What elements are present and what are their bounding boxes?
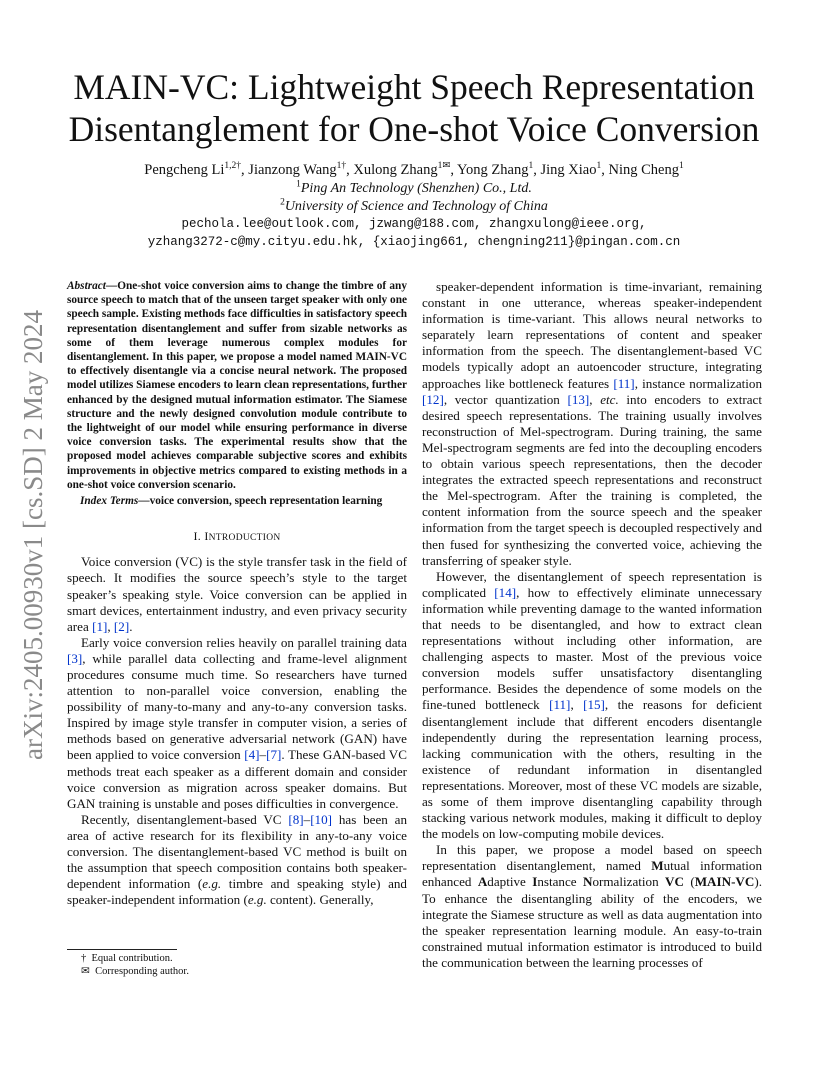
text-run: timbre and speaking style) and speaker-independent information ( [67,876,407,908]
citation-link[interactable]: [15] [583,697,605,713]
text-run: – [303,811,311,827]
index-terms [67,494,407,508]
text-run: Early voice conversion relies heavily on parallel training data [81,634,407,650]
affiliation-1-text: Ping An Technology (Shenzhen) Co., Ltd. [300,181,532,196]
right-body-text [422,279,762,971]
text-run: , vector quantization [443,391,568,407]
bold-text: I [532,874,538,890]
text-run: , how to effectively eliminate unnecessary information while preventing damage to the wanted information that needs to be disentangled, and how to extract clean representations without including other information, are challenging aspects to master. Most of the previous voice conversion models suffer unsatisfactory disentangling performance. Besides the dependence of some models on the fine-tuned bottleneck [422,584,762,713]
italic-text: etc. [600,391,619,407]
author-affiliation-mark: 1 [528,161,534,172]
citation-link[interactable]: [8] [288,811,304,827]
footnote-2-text: Corresponding author. [95,965,189,977]
left-paragraph [67,554,407,634]
author-list: Pengcheng $Li^{1,2\dagger}$, Jianzong Wang$^{1\dagger}$, Xulong Zhang$^{1✉}$, Yong Zhang$^1$, Jing Xiao$^1$, Ning Cheng$^1$ [144,161,684,178]
citation-link[interactable]: [4] [244,747,260,763]
index-terms-text: —voice conversion, speech representation learning [138,495,383,508]
right-paragraph [422,842,762,971]
text-run: , while parallel data collecting and frame-level alignment procedures consume much time. So researchers have turned attention to non-parallel voice conversion, enabling the possibility of many-to-many and any-to-any conversion tasks. Inspired by image style transfer in computer vision, a series of methods based on generative adversarial network (GAN) have been applied to voice conversion [67,650,407,763]
abstract [67,279,407,492]
author-name: Yong Zhang [457,162,529,178]
author-affiliation-mark: 1,2† [224,161,242,172]
citation-link[interactable]: [11] [549,697,571,713]
text-run: Recently, disentanglement-based VC [81,811,289,827]
citation-link[interactable]: [14] [494,584,517,600]
text-run: , [107,618,114,634]
footnote-2-mark: ✉ [81,965,90,977]
affiliation-1-num: 1 [296,179,301,190]
citation-link[interactable]: [10] [310,811,333,827]
affiliation-1 [40,180,788,198]
author-affiliation-mark: 1✉ [437,161,451,172]
text-run: Voice conversion (VC) is the style transfer task in the field of speech. It modifies the source speech’s style to the target speaker’s speaking style. Voice conversion can be applied in smart devices, entertainment industry, and even privacy security area [67,554,407,634]
bold-text: VC [665,874,684,890]
section-heading-introduction [67,528,407,546]
author-name: Ning Cheng [608,162,679,178]
author-affiliation-mark: 1† [336,161,347,172]
bold-text: N [583,874,593,890]
footnote-1-text: Equal contribution. [91,953,173,964]
arxiv-stamp [8,275,56,795]
bold-text: A [477,874,488,890]
text-run: speaker-dependent information is time-invariant, remaining constant in one utterance, whereas speaker-independent information is time-variant. This allows neural networks to separately learn representations of content and speaker information from the speech. The disentanglement-based VC models typically adopt an autoencoder structure, integrating approaches like bottleneck features [422,279,762,391]
footnote-2 [67,966,407,979]
author-name: Jing Xiao [540,162,597,178]
citation-link[interactable]: [13] [567,391,590,407]
text-run: . These GAN-based VC methods treat each speaker as a different domain and consider voice conversion as migration across speaker domains. But GAN training is unstable and poses difficulties in convergence. [67,747,407,811]
text-run: In this paper, we propose a model based on speech representation disentanglement, named [422,842,762,874]
citation-link[interactable]: [1] [92,618,108,634]
right-paragraph [422,569,762,843]
author-affiliation-mark: 1 [596,161,602,172]
right-column [422,279,762,971]
left-paragraph [67,635,407,812]
section-first-letter: I [204,529,209,544]
section-rest: NTRODUCTION [208,533,281,544]
author-affiliation-mark: 1 [678,161,684,172]
citation-link[interactable]: [7] [266,747,282,763]
citation-link[interactable]: [12] [422,391,444,407]
text-run: into encoders to extract desired speech representations. The training usually involves reconstruction of Mel-spectrogram. During training, the same Mel-spectrogram segments are fed into the decoupling encoders to obtain various speech representations, then the decoder integrates the extracted speech representations and reconstruct the Mel-spectrogram. After the training is completed, the content information from the source speech and the speaker information from the target speech is decoupled respectively and then fused for synthesizing the converted voice, achieving the transferring of speaker style. [422,391,763,568]
text-run: ( [683,874,695,890]
author-name: Xulong Zhang [353,162,438,178]
italic-text: e.g. [202,876,222,892]
italic-text: e.g. [247,892,267,908]
bold-text: MAIN-VC [694,874,755,890]
text-run: , [570,697,584,713]
index-terms-lead: Index Terms [80,495,139,508]
left-paragraph [67,812,407,909]
affiliation-2-text: University of Science and Technology of China [284,199,548,214]
author-name: Pengcheng Li [144,162,225,178]
text-run: content). Generally, [266,892,374,908]
text-run: daptive [487,874,533,890]
footnotes [67,949,407,978]
text-run: , instance normalization [634,375,762,391]
affiliation-2 [40,198,788,216]
text-run: has been an area of active research for its flexibility in any-to-any voice conversion. The disentanglement-based VC method is built on the assumption that speech composition contains both speaker-dependent information ( [67,811,407,892]
text-run: ). To enhance the disentangling ability of the encoders, we integrate the Siamese structure as well as data augmentation into the speaker representation learning module. An easy-to-train constrained mutual information estimator is introduced to build the communication between the learning processes of [422,874,762,970]
bold-text: M [651,858,664,874]
text-run: ormalization [592,874,666,890]
footnote-1 [67,953,407,966]
citation-link[interactable]: [11] [613,375,635,391]
section-numeral: I. [193,529,205,544]
email-line-1: pechola.lee@outlook.com, jzwang@188.com, zhangxulong@ieee.org, [181,217,647,231]
title-line-1: MAIN-VC: Lightweight Speech Representation [73,67,755,107]
text-run: – [259,747,267,763]
text-run: nstance [537,874,583,890]
right-paragraph [422,279,762,569]
author-name: Jianzong Wang [248,162,337,178]
text-run: . [129,618,133,634]
abstract-lead: Abstract [67,280,106,292]
citation-link[interactable]: [3] [67,650,83,666]
text-run: , [589,391,601,407]
text-run: However, the disentanglement of speech representation is complicated [422,568,762,600]
footnote-rule [67,949,177,950]
left-body-text [67,554,407,908]
footnote-1-mark: † [81,953,87,964]
title-line-2: Disentanglement for One-shot Voice Conversion [68,109,760,149]
text-run: utual information enhanced [422,858,762,890]
paper-title [40,66,788,150]
affiliation-2-num: 2 [280,197,285,208]
email-line-2: yzhang3272-c@my.cityu.edu.hk, {xiaojing661, chengning211}@pingan.com.cn [147,235,681,249]
citation-link[interactable]: [2] [113,618,130,634]
arxiv-stamp-text: arXiv:2405.00930v1 [cs.SD] 2 May 2024 [18,310,48,760]
abstract-text: —One-shot voice conversion aims to change the timbre of any source speech to match that of the unseen target speaker with only one speech sample. Existing methods face difficulties in satisfactory speech representation disentanglement and suffer from sizable networks as some of them leverage numerous complex modules for disentanglement. In this paper, we propose a model named MAIN-VC to effectively disentangle via a concise neural network. The proposed model utilizes Siamese encoders to learn clean representations, further enhanced by the designed mutual information estimator. The Siamese structure and the newly designed convolution module contribute to the lightweight of our model while ensuring performance in diverse voice conversion tasks. The experimental results show that the proposed model achieves comparable subjective scores and exhibits improvements in objective metrics compared to existing methods in a one-shot voice conversion scenario. [67,280,407,491]
left-column [67,279,407,908]
text-run: , the reasons for deficient disentanglement include that different encoders disentangle independently during the representation learning process, lacking communication with the others, resulting in the existence of redundant information in disentangled representations. Moreover, most of these VC models are sizable, as some of them improve disentangling capability through stacking various network modules, making it difficult to deploy the models on low-computing mobile devices. [422,697,763,842]
